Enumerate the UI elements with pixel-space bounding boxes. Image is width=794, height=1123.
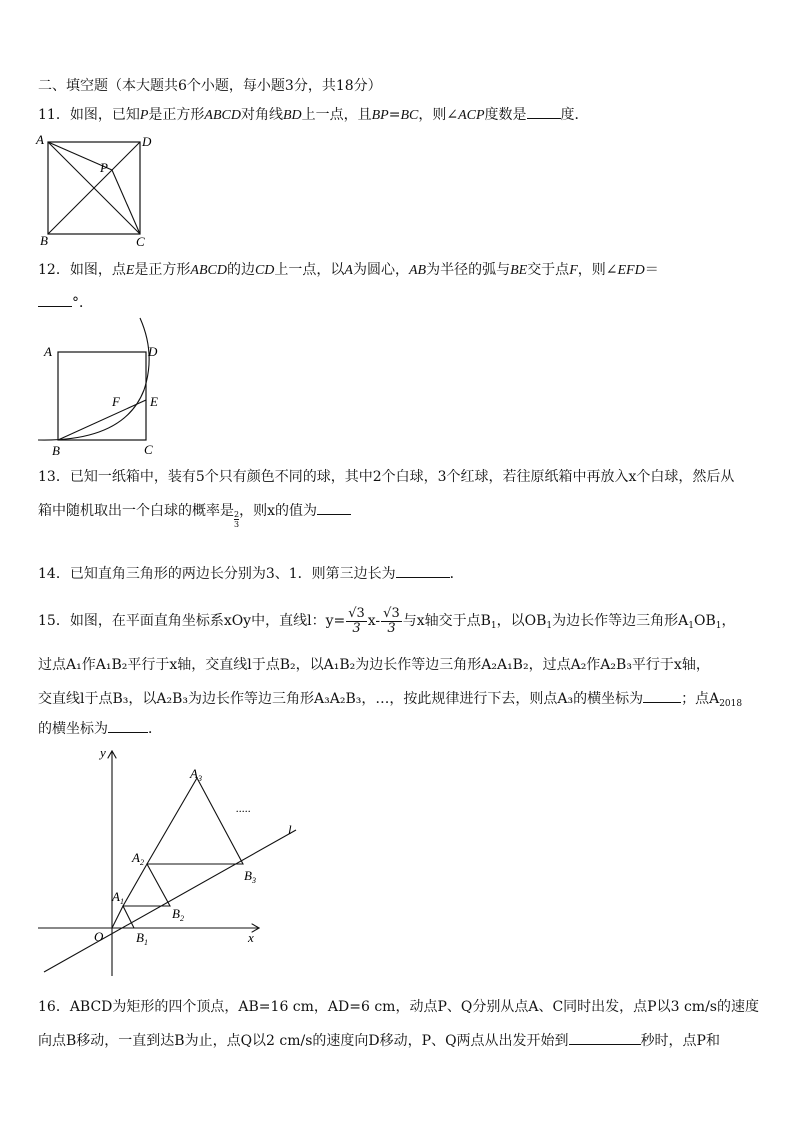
q15-text-4a: 的横坐标为 [38, 721, 108, 737]
q12-var-cd: CD [254, 263, 275, 278]
q12-label-f: F [112, 394, 120, 409]
q12-text-7: 交于点 [527, 262, 570, 278]
q12-label-e: E [150, 394, 158, 409]
question-13-line-2 [38, 500, 351, 529]
q15-line-l [44, 830, 296, 972]
q13-frac-num: 2 [234, 510, 240, 519]
q15-frac2-num: √3 [383, 605, 400, 621]
section-heading: 二、填空题（本大题共6个小题，每小题3分，共18分） [38, 78, 382, 94]
q12-degree: °． [72, 295, 93, 311]
q11-segment-pc [112, 170, 140, 234]
q12-text-3: 的边 [226, 262, 255, 278]
q15-text-4b: ． [148, 721, 162, 737]
q15-label-y: y [100, 745, 106, 760]
q15-fraction-2 [381, 607, 402, 636]
question-11 [38, 104, 589, 125]
question-16-line-2 [38, 1030, 720, 1050]
q11-var-p: P [139, 108, 149, 123]
q13-frac-den: 3 [234, 520, 240, 529]
q14-text: 14．已知直角三角形的两边长分别为3、1．则第三边长为 [38, 566, 396, 582]
q12-label-b: B [52, 443, 60, 458]
q13-text-2a: 箱中随机取出一个白球的概率是 [38, 503, 234, 519]
question-15-line-3 [38, 688, 742, 708]
q11-label-b: B [40, 233, 48, 248]
q15-sub-1d: 1 [715, 621, 722, 631]
q15-label-a1: $A_1$ [112, 889, 124, 906]
question-15 [38, 604, 736, 638]
question-14 [38, 563, 464, 583]
q14-answer-blank[interactable] [396, 563, 450, 578]
q11-text-8: 度． [560, 107, 589, 123]
q15-fraction-1 [346, 607, 367, 636]
q15-label-a3: $A_3$ [190, 766, 202, 783]
q12-var-e: E [125, 263, 135, 278]
q12-arc [38, 318, 149, 440]
q11-label-a: A [36, 132, 44, 147]
q15-text-1: 15．如图，在平面直角坐标系xOy中，直线l：y= [38, 613, 346, 629]
question-12 [38, 261, 659, 280]
q15-text-6: OB [694, 613, 716, 629]
q15-label-x: x [248, 930, 254, 945]
q15-answer-blank-1[interactable] [643, 688, 681, 703]
q15-frac1-den: 3 [352, 620, 361, 636]
q15-dots: ..... [236, 801, 251, 815]
q12-var-be: BE [510, 263, 528, 278]
q12-text-1: 12．如图，点 [38, 262, 126, 278]
q12-figure [34, 316, 174, 460]
q11-label-d: D [142, 134, 152, 149]
q15-sub-1b: 1 [546, 621, 553, 631]
q13-answer-blank[interactable] [317, 500, 351, 515]
q11-label-p: P [100, 160, 108, 175]
q15-sub-2018: 2018 [719, 699, 743, 709]
q11-var-acp: ACP [458, 108, 485, 123]
question-12-line-2 [38, 292, 93, 312]
q12-label-d: D [148, 344, 158, 359]
q13-text-2b: ，则x的值为 [239, 503, 317, 519]
q14-end: ． [449, 566, 464, 582]
q15-text-3a: 交直线l于点B₃，以A₂B₃为边长作等边三角形A₃A₂B₃，…，按此规律进行下去，则点A₃的横坐标为 [38, 691, 644, 707]
q16-text-2b: 秒时，点P和 [640, 1033, 720, 1049]
question-15-line-4 [38, 718, 162, 738]
q15-text-5: 为边长作等边三角形A [552, 613, 689, 629]
q11-label-c: C [136, 234, 145, 249]
q15-triangle-2 [123, 864, 170, 906]
q15-frac1-num: √3 [348, 605, 365, 621]
q15-figure [30, 744, 320, 980]
q12-text-5: 为圆心， [352, 262, 409, 278]
q11-text-7: 度数是 [484, 107, 527, 123]
q12-text-6: 为半径的弧与 [426, 262, 511, 278]
q15-label-b1: $B_1$ [136, 930, 148, 947]
q12-var-abcd: ABCD [190, 263, 227, 278]
q12-var-efd: EFD [617, 263, 645, 278]
q11-var-bd: BD [282, 108, 302, 123]
q12-text-4: 上一点，以 [274, 262, 345, 278]
q12-label-c: C [144, 442, 153, 457]
q11-answer-blank[interactable] [527, 104, 561, 119]
q15-sub-1a: 1 [490, 621, 497, 631]
q11-text-6: ，则∠ [418, 107, 459, 123]
q15-text-4: ，以OB [496, 613, 547, 629]
q15-label-o: O [94, 929, 104, 944]
q15-text-3: 与x轴交于点B [402, 613, 491, 629]
q15-answer-blank-2[interactable] [108, 718, 148, 733]
q11-var-abcd: ABCD [204, 108, 241, 123]
q15-text-7: ， [721, 613, 736, 629]
q12-text-2: 是正方形 [134, 262, 191, 278]
question-13: 13．已知一纸箱中，装有5个只有颜色不同的球，其中2个白球，3个红球，若往原纸箱中再放入x个白球，然后从 [38, 469, 735, 485]
q15-label-b3: $B_3$ [244, 868, 256, 885]
q12-square [58, 352, 146, 440]
q15-triangle-3 [147, 778, 243, 864]
q15-text-2: x- [367, 613, 381, 629]
q12-var-ab: AB [408, 263, 427, 278]
q15-sub-1c: 1 [688, 621, 695, 631]
q11-var-bp: BP [371, 108, 389, 123]
q12-segment-be [58, 400, 146, 440]
q11-text-1: 11．如图，已知 [38, 107, 140, 123]
q16-answer-blank[interactable] [569, 1030, 641, 1045]
q12-answer-blank[interactable] [38, 292, 72, 307]
q15-frac2-den: 3 [387, 620, 396, 636]
q11-var-bc: BC [400, 108, 419, 123]
question-16: 16．ABCD为矩形的四个顶点，AB=16 cm，AD=6 cm，动点P、Q分别从点A、C同时出发，点P以3 cm/s的速度 [38, 999, 759, 1015]
q15-triangle-1 [112, 906, 134, 928]
q12-text-9: ＝ [644, 262, 659, 278]
q16-text-2a: 向点B移动，一直到达B为止，点Q以2 cm/s的速度向D移动，P、Q两点从出发开始到 [38, 1033, 569, 1049]
q15-text-3b: ；点A [681, 691, 720, 707]
q12-var-a: A [344, 263, 353, 278]
q11-figure [36, 132, 156, 250]
q11-text-5: = [388, 107, 401, 123]
q15-label-l: l [288, 822, 292, 837]
q12-var-f: F [569, 263, 578, 278]
q11-text-2: 是正方形 [148, 107, 205, 123]
q15-label-b2: $B_2$ [172, 906, 184, 923]
q12-label-a: A [44, 344, 52, 359]
q11-text-4: 上一点，且 [301, 107, 372, 123]
q15-label-a2: $A_2$ [132, 850, 144, 867]
q12-text-8: ，则∠ [577, 262, 618, 278]
q11-text-3: 对角线 [240, 107, 283, 123]
question-15-line-2: 过点A₁作A₁B₂平行于x轴，交直线l于点B₂，以A₁B₂为边长作等边三角形A₂A₁B₂，过点A₂作A₂B₃平行于x轴， [38, 657, 710, 673]
